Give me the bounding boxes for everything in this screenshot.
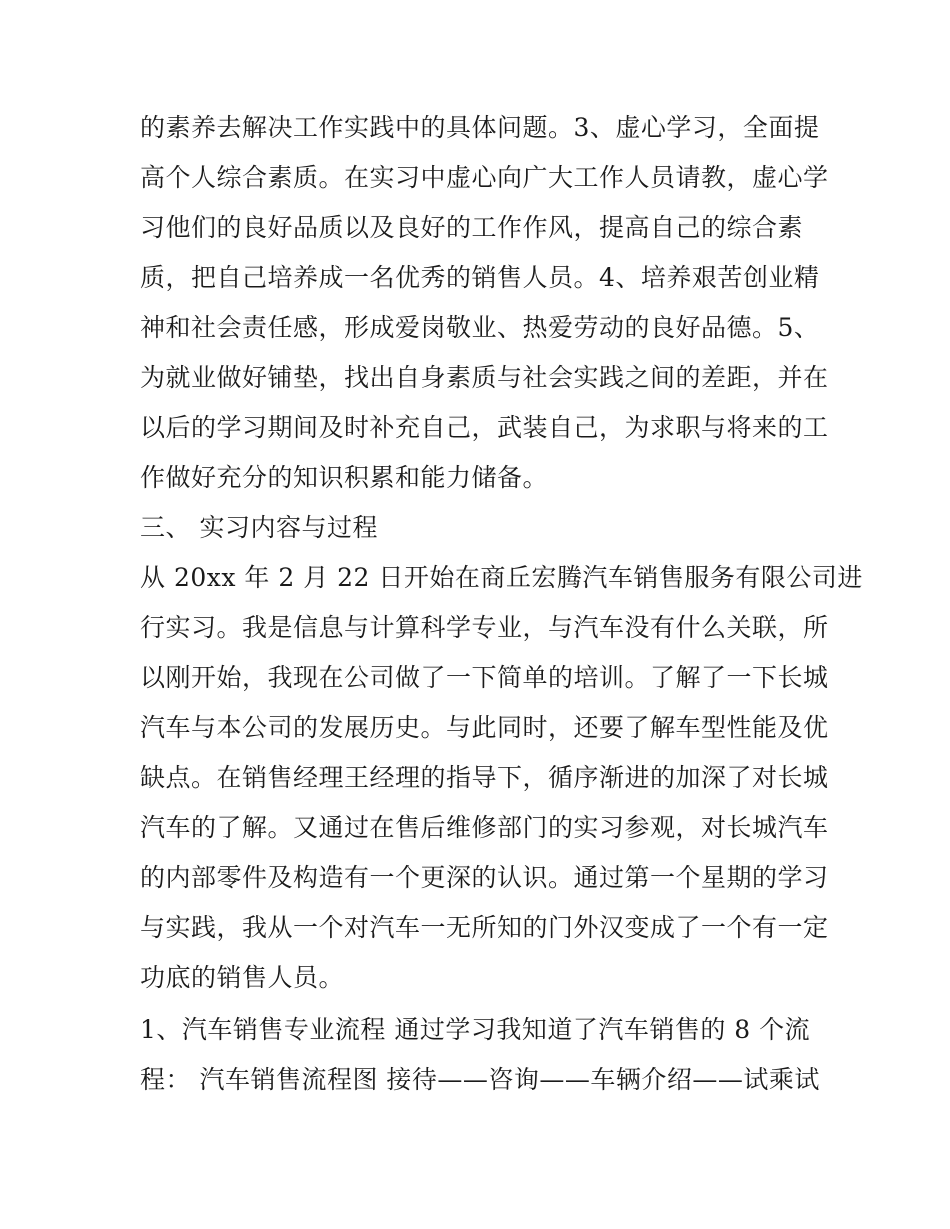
paragraph-line: 程： 汽车销售流程图 接待——咨询——车辆介绍——试乘试 — [140, 1065, 820, 1094]
paragraph-line: 神和社会责任感，形成爱岗敬业、热爱劳动的良好品德。5、 — [140, 313, 820, 342]
paragraph-line: 的内部零件及构造有一个更深的认识。通过第一个星期的学习 — [140, 863, 829, 892]
paragraph-line: 与实践，我从一个对汽车一无所知的门外汉变成了一个有一定 — [140, 913, 829, 942]
paragraph-line: 以刚开始，我现在公司做了一下简单的培训。了解了一下长城 — [140, 663, 829, 692]
section-heading: 三、 实习内容与过程 — [140, 513, 378, 542]
paragraph-line: 的素养去解决工作实践中的具体问题。3、虚心学习，全面提 — [140, 113, 820, 142]
paragraph-line: 缺点。在销售经理王经理的指导下，循序渐进的加深了对长城 — [140, 763, 829, 792]
paragraph-line: 从 20xx 年 2 月 22 日开始在商丘宏腾汽车销售服务有限公司进 — [140, 563, 863, 592]
paragraph-line: 作做好充分的知识积累和能力储备。 — [140, 463, 549, 492]
paragraph-line: 行实习。我是信息与计算科学专业，与汽车没有什么关联，所 — [140, 613, 829, 642]
paragraph-line: 习他们的良好品质以及良好的工作作风，提高自己的综合素 — [140, 213, 804, 242]
paragraph-line: 质，把自己培养成一名优秀的销售人员。4、培养艰苦创业精 — [140, 263, 820, 292]
paragraph-line: 功底的销售人员。 — [140, 963, 345, 992]
paragraph-line: 以后的学习期间及时补充自己，武装自己，为求职与将来的工 — [140, 413, 829, 442]
paragraph-line: 汽车与本公司的发展历史。与此同时，还要了解车型性能及优 — [140, 713, 829, 742]
paragraph-line: 为就业做好铺垫，找出自身素质与社会实践之间的差距，并在 — [140, 363, 829, 392]
paragraph-line: 1、汽车销售专业流程 通过学习我知道了汽车销售的 8 个流 — [140, 1015, 811, 1044]
paragraph-line: 高个人综合素质。在实习中虚心向广大工作人员请教，虚心学 — [140, 163, 829, 192]
paragraph-line: 汽车的了解。又通过在售后维修部门的实习参观，对长城汽车 — [140, 813, 829, 842]
